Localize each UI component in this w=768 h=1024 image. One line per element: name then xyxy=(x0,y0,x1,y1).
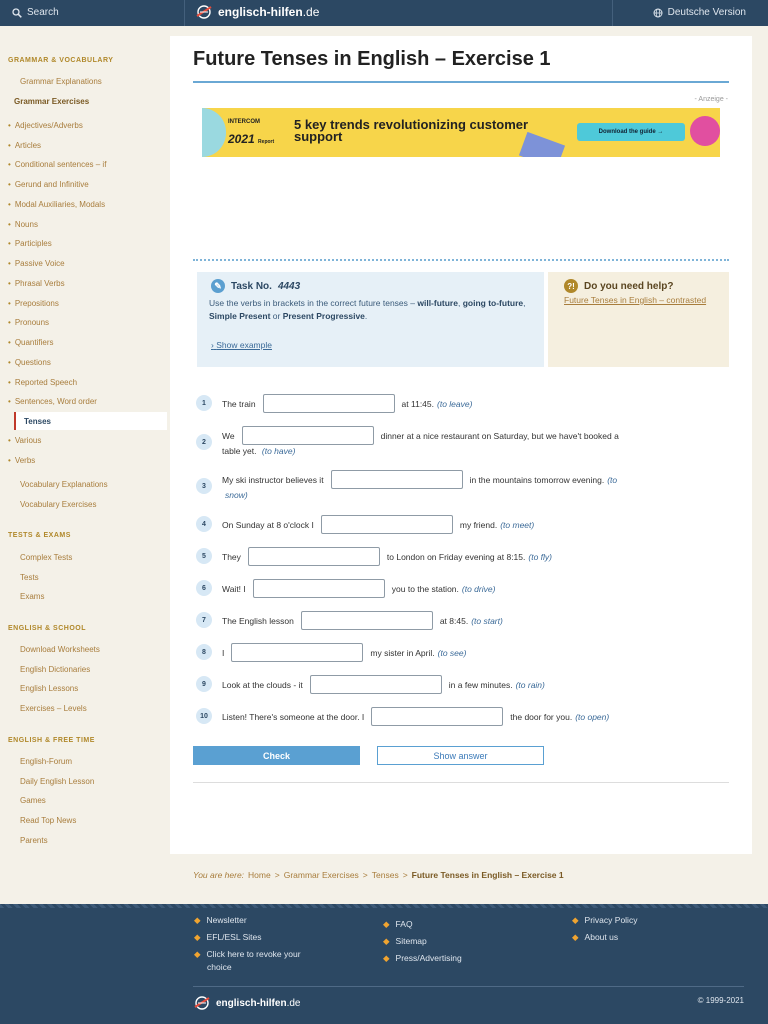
brand-logo[interactable] xyxy=(195,4,319,20)
footer-link-label: About us xyxy=(584,932,619,942)
sidebar-item-label: Modal Auxiliaries, Modals xyxy=(14,199,106,209)
help-heading xyxy=(564,279,673,293)
exercise-hint: snow) xyxy=(225,490,248,500)
exercise-hint: (to leave) xyxy=(437,398,473,409)
question-icon: ?! xyxy=(564,279,578,293)
breadcrumb-home[interactable]: Home xyxy=(248,870,271,880)
diamond-bullet-icon: ◆ xyxy=(194,932,201,942)
ad-year-suffix: Report xyxy=(258,139,275,145)
sidebar-item-quantifiers[interactable] xyxy=(8,333,166,351)
exercise-text: The English lesson xyxy=(222,615,294,626)
sidebar-item-nouns[interactable] xyxy=(8,215,166,233)
exercise-text: Wait! I xyxy=(222,583,246,594)
diamond-bullet-icon: ◆ xyxy=(383,953,390,963)
task-heading xyxy=(211,279,300,293)
bullet-icon: • xyxy=(8,120,11,130)
sidebar-item-label: Pronouns xyxy=(14,317,50,327)
exercise-text: We xyxy=(222,430,235,441)
exercise-text: in the mountains tomorrow evening. xyxy=(469,474,605,485)
help-link[interactable]: Future Tenses in English – contrasted xyxy=(564,295,707,305)
footer-link-privacy[interactable] xyxy=(572,915,637,926)
sidebar-item-tenses[interactable]: Tenses xyxy=(14,412,167,430)
answer-input[interactable] xyxy=(253,579,385,598)
task-number: 4443 xyxy=(277,280,301,292)
ad-headline: 5 key trends revolutionizing customer support xyxy=(294,117,529,144)
sidebar-item-vocab-exercises[interactable]: Vocabulary Exercises xyxy=(20,499,97,509)
footer-stripe xyxy=(0,904,768,908)
answer-input[interactable] xyxy=(321,515,453,534)
exercise-number: 9 xyxy=(196,676,212,692)
bullet-icon: • xyxy=(8,337,11,347)
sidebar-item-forum[interactable]: English-Forum xyxy=(20,756,73,766)
exercise-hint: (to open) xyxy=(575,711,610,722)
exercise-number: 7 xyxy=(196,612,212,628)
copyright: © 1999-2021 xyxy=(697,996,744,1005)
show-example-link[interactable] xyxy=(211,340,272,350)
sidebar-item-label: Verbs xyxy=(14,455,36,465)
answer-input[interactable] xyxy=(242,426,374,445)
chevron-right-icon: › xyxy=(211,340,214,350)
footer-link-label: Privacy Policy xyxy=(584,915,638,925)
title-underline xyxy=(193,81,729,83)
exercise-text: On Sunday at 8 o'clock I xyxy=(222,519,314,530)
brand-logo-icon xyxy=(195,4,213,20)
show-example-label: Show example xyxy=(216,340,272,350)
ad-download-button[interactable]: Download the guide → xyxy=(577,123,685,141)
ad-year xyxy=(228,132,274,146)
sidebar-item-articles[interactable] xyxy=(8,136,166,154)
answer-input[interactable] xyxy=(248,547,380,566)
task-text: . xyxy=(364,311,368,321)
sidebar-item-pronouns[interactable] xyxy=(8,313,166,331)
language-switch[interactable] xyxy=(653,7,746,18)
sidebar-heading-grammar: GRAMMAR & VOCABULARY xyxy=(8,57,114,64)
diamond-bullet-icon: ◆ xyxy=(194,949,201,959)
ad-label: - Anzeige - xyxy=(694,96,728,103)
footer-brand-tld: .de xyxy=(286,997,301,1009)
sidebar-item-lessons[interactable]: English Lessons xyxy=(20,683,79,693)
sidebar-item-adjectives[interactable] xyxy=(8,116,166,134)
ad-logo: INTERCOM xyxy=(228,119,260,125)
exercise-text: table yet. xyxy=(222,446,257,456)
sidebar-item-complex-tests[interactable]: Complex Tests xyxy=(20,552,73,562)
footer-link-faq[interactable] xyxy=(383,919,413,930)
sidebar-item-various[interactable] xyxy=(8,431,166,449)
sidebar-item-verbs[interactable] xyxy=(8,451,166,469)
ad-decoration xyxy=(202,108,226,157)
sidebar-item-passive[interactable] xyxy=(8,254,166,272)
diamond-bullet-icon: ◆ xyxy=(572,932,579,942)
sidebar-item-conditional[interactable] xyxy=(8,155,166,173)
sidebar-item-grammar-exercises[interactable]: Grammar Exercises xyxy=(14,96,90,106)
sidebar-item-label: Sentences, Word order xyxy=(14,396,97,406)
sidebar-item-phrasal[interactable] xyxy=(8,274,166,292)
bullet-icon: • xyxy=(8,357,11,367)
sidebar-item-daily-lesson[interactable]: Daily English Lesson xyxy=(20,776,95,786)
exercise-text: at 11:45. xyxy=(401,398,434,409)
sidebar-item-games[interactable]: Games xyxy=(20,795,46,805)
brand-tld: .de xyxy=(302,5,320,19)
sidebar-item-participles[interactable] xyxy=(8,234,166,252)
answer-input[interactable] xyxy=(310,675,442,694)
bullet-icon: • xyxy=(8,219,11,229)
exercise-number: 3 xyxy=(196,478,212,494)
exercise-text: my friend. xyxy=(459,519,498,530)
exercise-text: dinner at a nice restaurant on Saturday, but we have't booked a xyxy=(380,430,619,441)
bullet-icon: • xyxy=(8,258,11,268)
bullet-icon: • xyxy=(8,179,11,189)
task-term: Simple Present xyxy=(209,311,271,321)
breadcrumb-separator: > xyxy=(402,870,408,880)
task-instructions xyxy=(209,297,527,323)
footer-link-efl-sites[interactable] xyxy=(194,932,262,943)
footer-link-revoke[interactable] xyxy=(194,949,301,960)
exercise-number: 2 xyxy=(196,434,212,450)
footer-link-label: Click here to revoke your xyxy=(206,949,301,959)
answer-input[interactable] xyxy=(371,707,503,726)
sidebar-item-gerund[interactable] xyxy=(8,175,166,193)
sidebar-item-tests[interactable]: Tests xyxy=(20,572,39,582)
breadcrumb-grammar-exercises[interactable]: Grammar Exercises xyxy=(283,870,359,880)
bullet-icon: • xyxy=(8,199,11,209)
sidebar-item-label: Participles xyxy=(14,238,52,248)
answer-input[interactable] xyxy=(263,394,395,413)
exercise-text: Look at the clouds - it xyxy=(222,679,303,690)
main-content xyxy=(170,36,752,854)
task-text: , xyxy=(523,298,526,308)
sidebar-item-word-order[interactable] xyxy=(8,392,166,410)
sidebar-item-worksheets[interactable]: Download Worksheets xyxy=(20,644,100,654)
brand-name: englisch-hilfen xyxy=(218,5,303,19)
exercise-text: My ski instructor believes it xyxy=(222,474,324,485)
footer-link-revoke-cont[interactable]: choice xyxy=(207,962,232,972)
breadcrumb-lead: You are here: xyxy=(193,870,245,880)
footer-link-press[interactable] xyxy=(383,953,462,964)
bullet-icon: • xyxy=(8,159,11,169)
exercise-text: in a few minutes. xyxy=(448,679,513,690)
exercise-number: 10 xyxy=(196,708,212,724)
diamond-bullet-icon: ◆ xyxy=(572,915,579,925)
sidebar-item-reported-speech[interactable] xyxy=(8,373,166,391)
task-term: going to-future xyxy=(462,298,524,308)
sidebar-item-vocab-explanations[interactable]: Vocabulary Explanations xyxy=(20,479,108,489)
sidebar-item-grammar-explanations[interactable]: Grammar Explanations xyxy=(20,76,102,86)
sidebar-item-label: Reported Speech xyxy=(14,377,78,387)
footer-link-label: Press/Advertising xyxy=(395,953,462,963)
show-answer-button[interactable]: Show answer xyxy=(377,746,544,765)
exercise-text: my sister in April. xyxy=(370,647,435,658)
bullet-icon: • xyxy=(8,298,11,308)
footer-link-label: EFL/ESL Sites xyxy=(206,932,262,942)
globe-icon xyxy=(653,8,663,18)
sidebar-item-label: Questions xyxy=(14,357,51,367)
exercise-text: at 8:45. xyxy=(439,615,469,626)
search-link[interactable] xyxy=(12,7,59,18)
exercise-number: 4 xyxy=(196,516,212,532)
sidebar-item-label: Gerund and Infinitive xyxy=(14,179,89,189)
exercise-hint: (to fly) xyxy=(528,551,552,562)
sidebar-item-questions[interactable] xyxy=(8,353,166,371)
breadcrumb-separator: > xyxy=(274,870,280,880)
sidebar-item-label: Nouns xyxy=(14,219,38,229)
task-text: or xyxy=(270,311,283,321)
exercise-hint: (to see) xyxy=(437,647,467,658)
answer-input[interactable] xyxy=(301,611,433,630)
bullet-icon: • xyxy=(8,278,11,288)
sidebar-item-label: Articles xyxy=(14,140,42,150)
footer-link-label: Newsletter xyxy=(206,915,247,925)
task-term: Present Progressive xyxy=(282,311,365,321)
exercise-text: to London on Friday evening at 8:15. xyxy=(386,551,526,562)
exercise-hint: (to meet) xyxy=(500,519,535,530)
exercise-text: you to the station. xyxy=(391,583,459,594)
sidebar-item-label: Conditional sentences – if xyxy=(14,159,107,169)
exercise-number: 5 xyxy=(196,548,212,564)
language-label: Deutsche Version xyxy=(667,7,746,18)
footer-link-newsletter[interactable] xyxy=(194,915,247,926)
sidebar-item-label: Quantifiers xyxy=(14,337,54,347)
sidebar-item-label: Phrasal Verbs xyxy=(14,278,65,288)
search-icon xyxy=(12,8,22,18)
exercise-hint: (to xyxy=(607,474,618,485)
task-text: Use the verbs in brackets in the correct future tenses – xyxy=(209,298,418,308)
content-divider xyxy=(193,782,729,783)
sidebar xyxy=(0,26,170,906)
top-bar xyxy=(0,0,768,26)
exercise-hint: (to drive) xyxy=(461,583,496,594)
sidebar-item-label: Passive Voice xyxy=(14,258,65,268)
sidebar-item-modals[interactable] xyxy=(8,195,166,213)
bullet-icon: • xyxy=(8,455,11,465)
exercise-text: Listen! There's someone at the door. I xyxy=(222,711,365,722)
exercise-hint: (to have) xyxy=(261,446,296,456)
task-box xyxy=(197,272,544,367)
answer-input[interactable] xyxy=(231,643,363,662)
sidebar-item-dictionaries[interactable]: English Dictionaries xyxy=(20,664,91,674)
footer-brand-name: englisch-hilfen xyxy=(216,997,287,1009)
bullet-icon: • xyxy=(8,140,11,150)
footer xyxy=(0,904,768,1024)
advertisement-banner[interactable] xyxy=(202,108,720,157)
diamond-bullet-icon: ◆ xyxy=(383,936,390,946)
breadcrumb xyxy=(193,870,564,880)
bullet-icon: • xyxy=(8,238,11,248)
dotted-divider xyxy=(193,259,729,261)
help-heading-label: Do you need help? xyxy=(584,280,674,292)
breadcrumb-separator: > xyxy=(362,870,368,880)
sidebar-item-label: Prepositions xyxy=(14,298,59,308)
footer-link-about[interactable] xyxy=(572,932,618,943)
task-text: , xyxy=(457,298,463,308)
bullet-icon: • xyxy=(8,435,11,445)
page-title: Future Tenses in English – Exercise 1 xyxy=(193,48,551,70)
topbar-divider xyxy=(612,0,613,26)
sidebar-item-prepositions[interactable] xyxy=(8,294,166,312)
sidebar-item-label: Adjectives/Adverbs xyxy=(14,120,83,130)
footer-link-label: Sitemap xyxy=(395,936,427,946)
bullet-icon: • xyxy=(8,377,11,387)
bullet-icon: • xyxy=(8,317,11,327)
exercise-hint: (to rain) xyxy=(515,679,545,690)
ad-decoration xyxy=(690,116,720,146)
diamond-bullet-icon: ◆ xyxy=(383,919,390,929)
task-term: will-future xyxy=(417,298,458,308)
answer-input[interactable] xyxy=(331,470,463,489)
exercise-text: I xyxy=(222,647,225,658)
exercise-text: the door for you. xyxy=(510,711,573,722)
help-box xyxy=(548,272,729,367)
exercise-text: They xyxy=(222,551,241,562)
ad-year-number: 2021 xyxy=(228,132,255,146)
sidebar-item-levels[interactable]: Exercises – Levels xyxy=(20,703,87,713)
sidebar-item-news[interactable]: Read Top News xyxy=(20,815,77,825)
bullet-icon: • xyxy=(8,396,11,406)
footer-brand[interactable] xyxy=(193,995,300,1011)
exercise-number: 8 xyxy=(196,644,212,660)
sidebar-heading-freetime: ENGLISH & FREE TIME xyxy=(8,737,95,744)
footer-link-label: FAQ xyxy=(395,919,413,929)
exercise-number: 6 xyxy=(196,580,212,596)
breadcrumb-current: Future Tenses in English – Exercise 1 xyxy=(411,870,564,880)
sidebar-heading-tests: TESTS & EXAMS xyxy=(8,532,71,539)
exercise-hint: (to start) xyxy=(471,615,503,626)
sidebar-item-exams[interactable]: Exams xyxy=(20,591,45,601)
topbar-divider xyxy=(184,0,185,26)
sidebar-item-label: Various xyxy=(14,435,42,445)
sidebar-heading-school: ENGLISH & SCHOOL xyxy=(8,625,87,632)
exercise-text: The train xyxy=(222,398,256,409)
exercise-number: 1 xyxy=(196,395,212,411)
check-button[interactable]: Check xyxy=(193,746,360,765)
sidebar-item-parents[interactable]: Parents xyxy=(20,835,48,845)
search-label: Search xyxy=(27,7,59,18)
brand-logo-icon xyxy=(193,995,211,1011)
pencil-icon: ✎ xyxy=(211,279,225,293)
diamond-bullet-icon: ◆ xyxy=(194,915,201,925)
footer-divider xyxy=(193,986,744,987)
footer-link-sitemap[interactable] xyxy=(383,936,427,947)
task-heading-label: Task No. xyxy=(231,280,272,292)
breadcrumb-tenses[interactable]: Tenses xyxy=(371,870,399,880)
